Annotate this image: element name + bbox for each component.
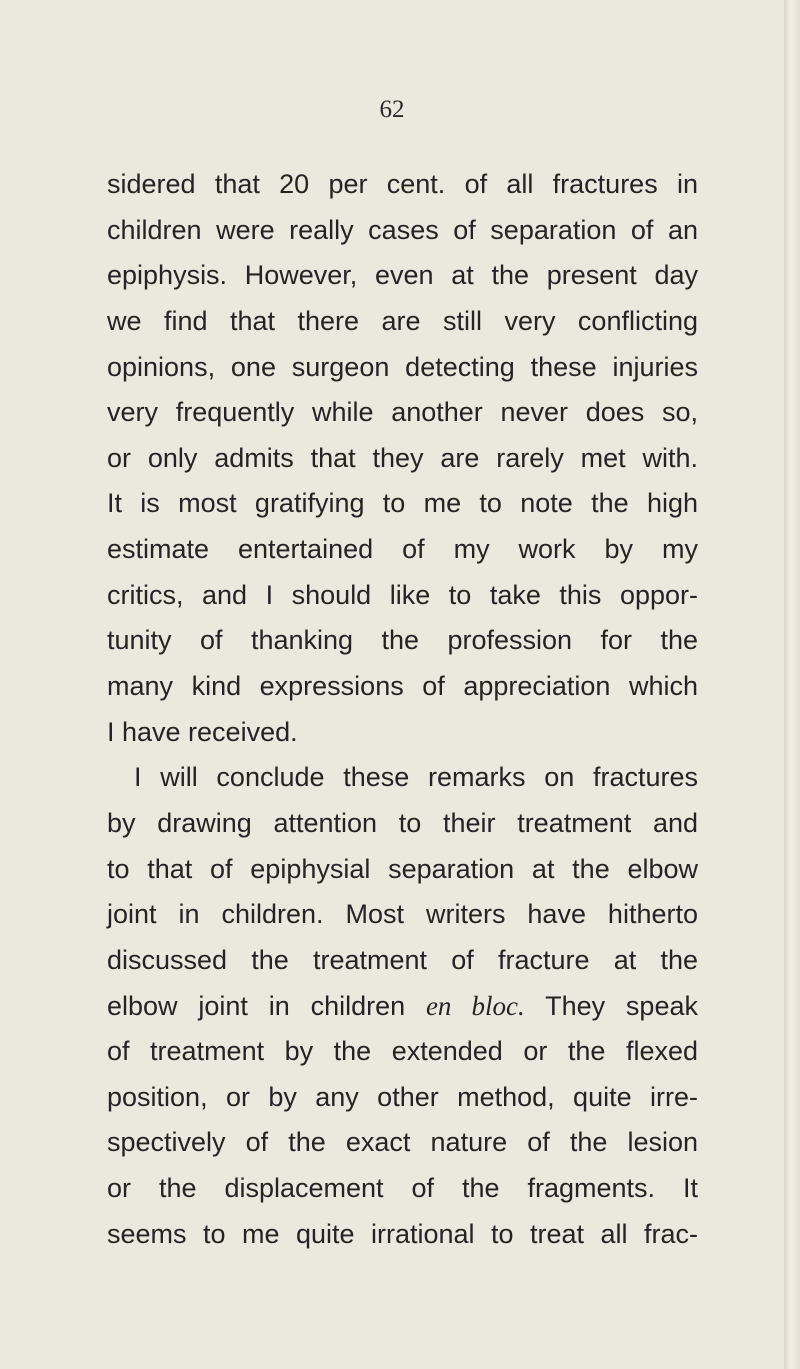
- text-line: very frequently while another never does so,: [107, 397, 698, 428]
- text-line: spectively of the exact nature of the lesion: [107, 1127, 698, 1158]
- text-line: children were really cases of separation of an: [107, 214, 698, 245]
- text-line: It is most gratifying to me to note the high: [107, 488, 698, 519]
- text-line: sidered that 20 per cent. of all fractures in: [107, 169, 698, 199]
- text-line: to that of epiphysial separation at the elbow: [107, 853, 698, 884]
- text-line: we find that there are still very conflicting: [107, 305, 698, 336]
- text-line: joint in children. Most writers have hitherto: [107, 899, 698, 930]
- paragraph-end-line: I have received.: [107, 716, 298, 747]
- body-text: [107, 162, 698, 1257]
- text-line: or the displacement of the fragments. It: [107, 1173, 698, 1204]
- line-text-before: elbow joint in children: [107, 990, 426, 1021]
- text-line: critics, and I should like to take this oppor-: [107, 579, 698, 610]
- text-line: by drawing attention to their treatment and: [107, 807, 698, 838]
- text-line: estimate entertained of my work by my: [107, 534, 698, 565]
- text-line: position, or by any other method, quite irre-: [107, 1081, 698, 1112]
- text-line: of treatment by the extended or the flexed: [107, 1036, 698, 1067]
- text-line: discussed the treatment of fracture at the: [107, 944, 698, 975]
- page-number: 62: [379, 96, 405, 123]
- italic-phrase: en bloc.: [425, 990, 525, 1021]
- line-text-after: They speak: [524, 990, 698, 1021]
- text-line: seems to me quite irrational to treat all frac-: [107, 1218, 698, 1249]
- text-line: opinions, one surgeon detecting these injuries: [107, 351, 698, 382]
- text-line: epiphysis. However, even at the present day: [107, 260, 698, 291]
- text-line: many kind expressions of appreciation which: [107, 671, 698, 702]
- page-edge: [784, 0, 800, 1369]
- text-line: or only admits that they are rarely met with.: [107, 442, 698, 473]
- text-line: tunity of thanking the profession for the: [107, 625, 698, 656]
- text-line-with-italic: [107, 984, 698, 1030]
- paragraph-start-line: I will conclude these remarks on fractures: [134, 762, 698, 793]
